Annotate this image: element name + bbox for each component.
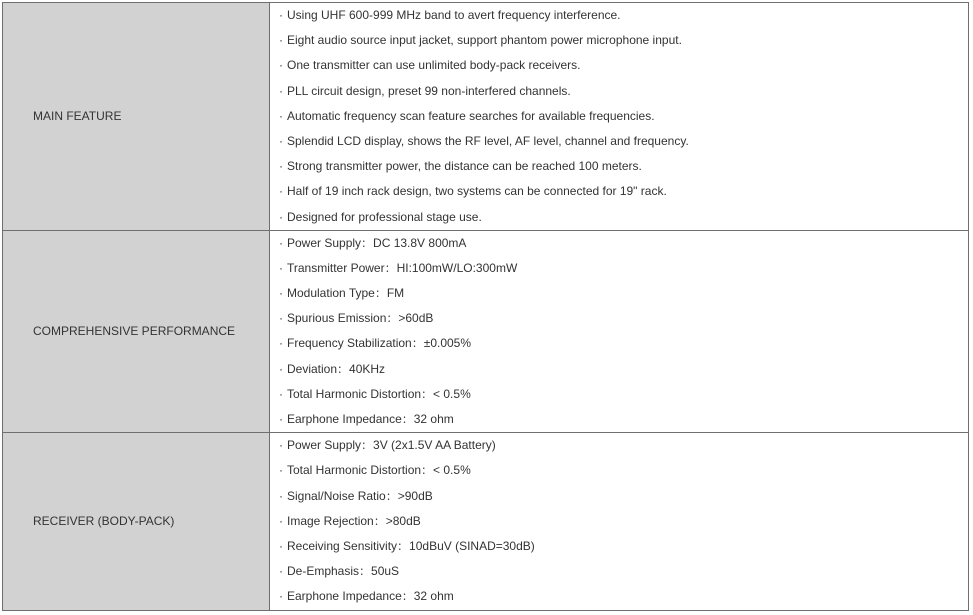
section-label: COMPREHENSIVE PERFORMANCE — [3, 230, 270, 433]
spec-table — [2, 2, 969, 611]
list-item: · Eight audio source input jacket, support phantom power microphone input. — [279, 33, 682, 48]
list-item: · Spurious Emission：>60dB — [279, 311, 434, 326]
section-comprehensive-performance — [3, 230, 969, 433]
list-item: · Earphone Impedance：32 ohm — [279, 589, 454, 604]
list-item: · Designed for professional stage use. — [279, 209, 482, 224]
list-item: · Deviation：40KHz — [279, 361, 386, 376]
list-item: · De-Emphasis：50uS — [279, 564, 400, 579]
list-item: · Half of 19 inch rack design, two systems can be connected for 19" rack. — [279, 184, 667, 199]
list-item: · Modulation Type：FM — [279, 286, 405, 301]
list-item: · Power Supply：3V (2x1.5V AA Battery) — [279, 438, 496, 453]
list-item: · Image Rejection：>80dB — [279, 513, 421, 528]
list-item: · Power Supply：DC 13.8V 800mA — [279, 235, 467, 250]
section-receiver-body-pack — [3, 433, 969, 610]
list-item: · Earphone Impedance：32 ohm — [279, 412, 454, 426]
performance-list — [270, 231, 968, 433]
receiver-list — [270, 433, 968, 609]
list-item: · PLL circuit design, preset 99 non-interfered channels. — [279, 83, 571, 98]
list-item: · Transmitter Power：HI:100mW/LO:300mW — [279, 260, 518, 275]
list-item: · Using UHF 600-999 MHz band to avert frequency interference. — [279, 8, 621, 22]
list-item: · Frequency Stabilization：±0.005% — [279, 336, 472, 351]
list-item: · Automatic frequency scan feature searches for available frequencies. — [279, 108, 655, 123]
section-main-feature — [3, 3, 969, 231]
list-item: · Receiving Sensitivity：10dBuV (SINAD=30dB) — [279, 538, 535, 553]
list-item: · Strong transmitter power, the distance can be reached 100 meters. — [279, 159, 642, 174]
list-item: · Total Harmonic Distortion：< 0.5% — [279, 386, 471, 401]
list-item: · Total Harmonic Distortion：< 0.5% — [279, 463, 471, 478]
section-label: MAIN FEATURE — [3, 3, 270, 231]
list-item: · Signal/Noise Ratio：>90dB — [279, 488, 433, 503]
list-item: · One transmitter can use unlimited body-pack receivers. — [279, 58, 581, 73]
section-label: RECEIVER (BODY-PACK) — [3, 433, 270, 610]
list-item: · Splendid LCD display, shows the RF level, AF level, channel and frequency. — [279, 133, 689, 148]
feature-list — [270, 3, 968, 230]
